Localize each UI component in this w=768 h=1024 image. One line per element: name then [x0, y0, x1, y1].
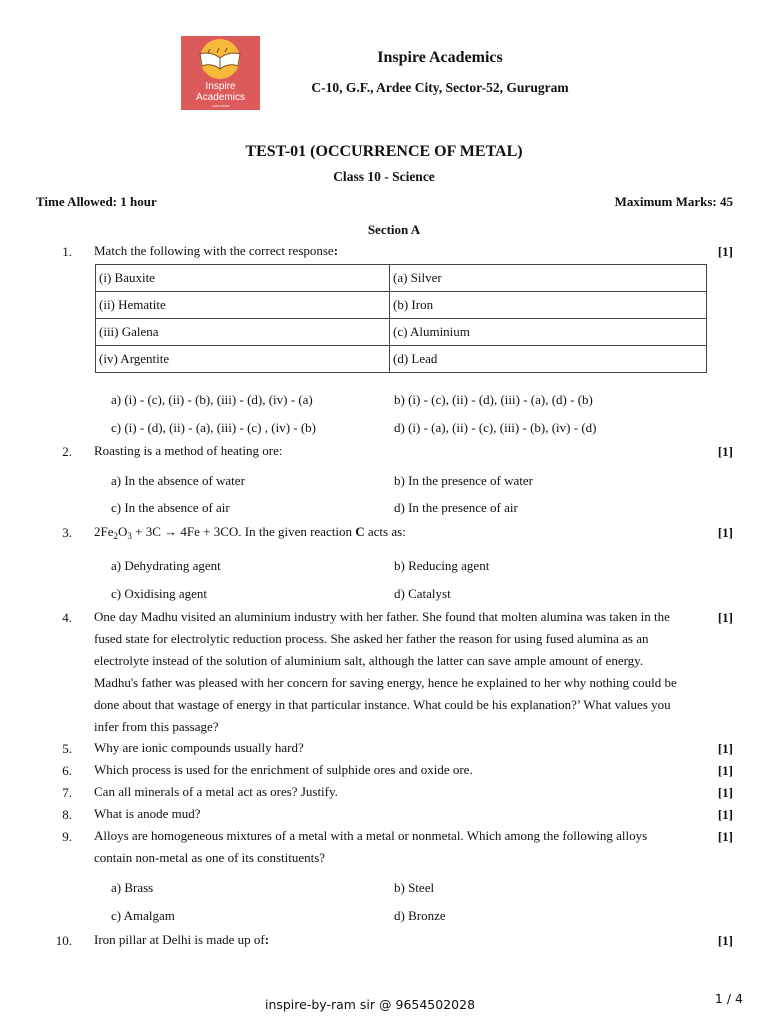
question-marks: [1]	[717, 610, 733, 625]
option-b: b) In the presence of water	[394, 473, 533, 488]
question-text	[94, 825, 706, 869]
option-a: a) In the absence of water	[111, 473, 245, 488]
question-text: Can all minerals of a metal act as ores? Justify.	[94, 784, 338, 799]
option-d: d) Bronze	[394, 908, 446, 923]
question-number: 9.	[62, 829, 72, 844]
option-b: b) Reducing agent	[394, 558, 490, 573]
question-line: One day Madhu visited an aluminium industry with her father. She found that molten alumina was taken in the	[94, 609, 670, 624]
question-text	[94, 929, 706, 951]
question-number: 5.	[62, 741, 72, 756]
test-title: TEST-01 (OCCURRENCE OF METAL)	[245, 143, 523, 160]
question-marks: [1]	[717, 933, 733, 948]
question-text-main: Match the following with the correct response	[94, 243, 334, 258]
option-b: b) (i) - (c), (ii) - (d), (iii) - (a), (d) - (b)	[394, 392, 593, 407]
question-number: 7.	[62, 785, 72, 800]
section-heading: Section A	[367, 222, 421, 237]
equation-part: 2Fe	[94, 524, 114, 539]
question-number: 4.	[62, 610, 72, 625]
table-cell: (a) Silver	[390, 265, 707, 292]
table-row	[96, 292, 707, 319]
question-marks: [1]	[717, 525, 733, 540]
question-number: 8.	[62, 807, 72, 822]
table-row	[96, 346, 707, 373]
option-a: a) Brass	[111, 880, 154, 895]
table-row	[96, 265, 707, 292]
logo-text-line1: Inspire	[205, 81, 236, 92]
table-cell: (iv) Argentite	[96, 346, 390, 373]
question-line: Madhu's father was pleased with her concern for saving energy, hence he explained to her why nothing could be	[94, 675, 677, 690]
question-line: infer from this passage?	[94, 719, 219, 734]
table-cell: (i) Bauxite	[96, 265, 390, 292]
table-cell: (c) Aluminium	[390, 319, 707, 346]
equation-subscript: 2	[113, 531, 118, 541]
table-cell: (ii) Hematite	[96, 292, 390, 319]
page-number: 1 / 4	[714, 991, 743, 1006]
question-number: 6.	[62, 763, 72, 778]
question-number: 1.	[62, 244, 72, 259]
table-cell: (b) Iron	[390, 292, 707, 319]
question-text	[94, 240, 706, 262]
question-number: 10.	[55, 933, 72, 948]
institute-name: Inspire Academics	[377, 49, 503, 66]
table-row	[96, 319, 707, 346]
question-text	[94, 606, 706, 738]
question-marks: [1]	[717, 741, 733, 756]
question-number: 2.	[62, 444, 72, 459]
book-icon	[189, 45, 251, 75]
logo-text-line2: Academics	[196, 92, 245, 103]
time-allowed: Time Allowed: 1 hour	[36, 194, 157, 209]
option-c: c) (i) - (d), (ii) - (a), (iii) - (c) , (iv) - (b)	[111, 420, 317, 435]
question-marks: [1]	[717, 244, 733, 259]
question-marks: [1]	[717, 807, 733, 822]
equation-part: + 3C → 4Fe + 3CO. In the given reaction	[131, 524, 356, 539]
maximum-marks: Maximum Marks: 45	[614, 194, 733, 209]
question-line: contain non-metal as one of its constituents?	[94, 850, 326, 865]
question-line: fused state for electrolytic reduction process. She asked her father the reason for using fused alumina as an	[94, 631, 649, 646]
option-a: a) Dehydrating agent	[111, 558, 221, 573]
option-a: a) (i) - (c), (ii) - (b), (iii) - (d), (iv) - (a)	[111, 392, 313, 407]
question-marks: [1]	[717, 785, 733, 800]
logo-tagline: GURUGRAM	[211, 104, 230, 108]
question-text: What is anode mud?	[94, 806, 201, 821]
question-text-suffix: :	[264, 932, 270, 947]
question-marks: [1]	[717, 763, 733, 778]
option-c: c) In the absence of air	[111, 500, 230, 515]
option-c: c) Oxidising agent	[111, 586, 208, 601]
option-c: c) Amalgam	[111, 908, 175, 923]
equation-bold: C	[355, 524, 365, 539]
question-number: 3.	[62, 525, 72, 540]
question-text-main: Iron pillar at Delhi is made up of	[94, 932, 265, 947]
question-line: Alloys are homogeneous mixtures of a metal with a metal or nonmetal. Which among the following alloys	[94, 828, 648, 843]
equation-part: O	[118, 524, 128, 539]
footer-text: inspire-by-ram sir @ 9654502028	[264, 997, 476, 1012]
question-text-suffix: :	[333, 243, 339, 258]
question-text: Why are ionic compounds usually hard?	[94, 740, 304, 755]
question-marks: [1]	[717, 829, 733, 844]
institute-address: C-10, G.F., Ardee City, Sector-52, Gurugram	[311, 80, 569, 95]
option-d: d) Catalyst	[394, 586, 451, 601]
question-text: Roasting is a method of heating ore:	[94, 443, 283, 458]
equation-subscript: 3	[127, 531, 132, 541]
option-d: d) In the presence of air	[394, 500, 518, 515]
test-class: Class 10 - Science	[333, 169, 435, 184]
option-b: b) Steel	[394, 880, 435, 895]
question-marks: [1]	[717, 444, 733, 459]
institute-logo	[181, 36, 260, 110]
table-cell: (d) Lead	[390, 346, 707, 373]
match-table	[95, 264, 707, 373]
table-cell: (iii) Galena	[96, 319, 390, 346]
question-text	[94, 521, 706, 543]
question-line: done about that wastage of energy in that particular instance. What could be his explanation?’ What values you	[94, 697, 671, 712]
question-line: electrolyte instead of the solution of aluminium salt, although the latter can save ample amount of energy.	[94, 653, 644, 668]
equation-part: acts as:	[364, 524, 406, 539]
question-text: Which process is used for the enrichment of sulphide ores and oxide ore.	[94, 762, 473, 777]
option-d: d) (i) - (a), (ii) - (c), (iii) - (b), (iv) - (d)	[394, 420, 597, 435]
